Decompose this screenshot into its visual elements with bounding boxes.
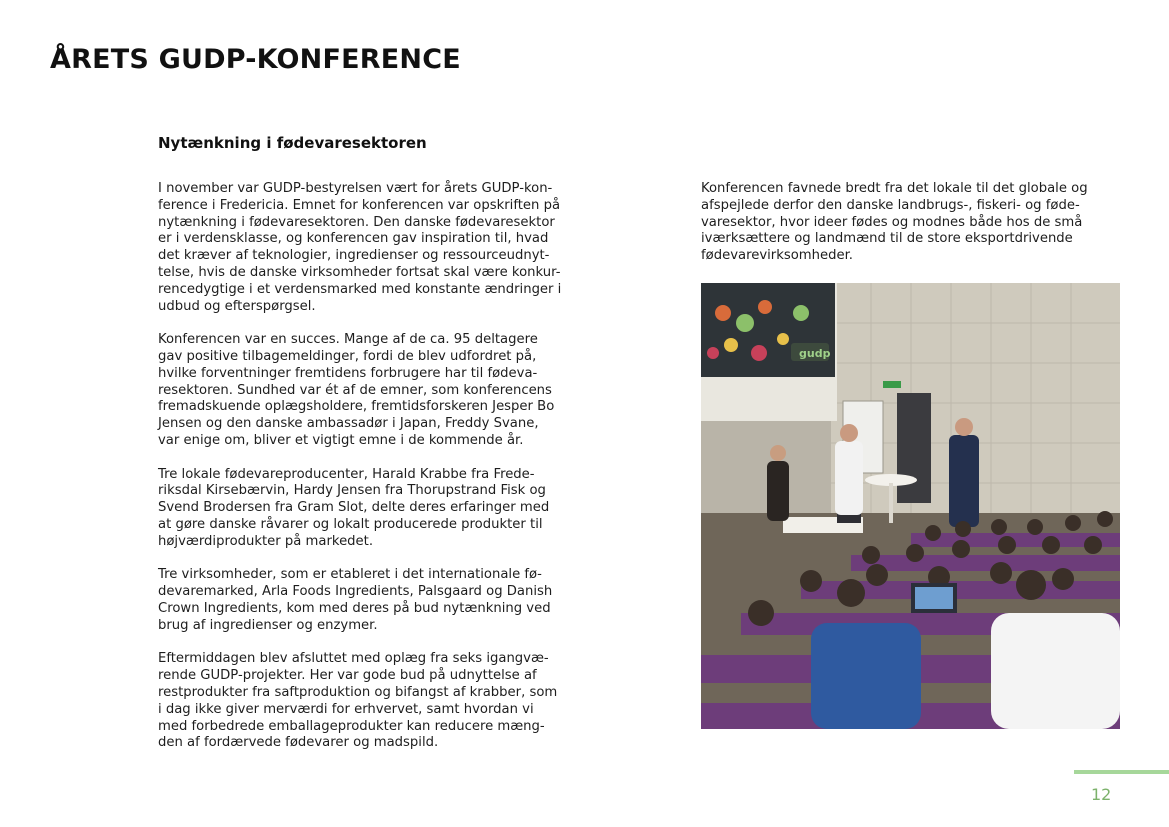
text-line: med forbedrede emballageprodukter kan reducere mæng- — [158, 718, 545, 734]
text-line: I november var GUDP-bestyrelsen vært for årets GUDP-kon- — [158, 181, 553, 196]
text-line: devaremarked, Arla Foods Ingredients, Palsgaard og Danish — [158, 584, 553, 600]
text-line: var enige om, bliver et vigtigt emne i de kommende år. — [158, 432, 524, 448]
text-line: fødevarevirksomheder. — [701, 248, 853, 264]
text-line: Eftermiddagen blev afsluttet med oplæg fra seks igangvæ- — [158, 651, 549, 667]
text-line: restprodukter fra saftproduktion og bifangst af krabber, som — [158, 684, 558, 700]
text-line: afspejlede derfor den danske landbrugs-, fiskeri- og føde- — [701, 197, 1080, 213]
text-line: er i verdensklasse, og konferencen gav inspiration til, hvad — [158, 231, 549, 247]
conference-photo — [701, 283, 1120, 729]
footer-accent-rule — [1074, 770, 1169, 774]
body-paragraph — [158, 181, 583, 315]
text-line: telse, hvis de danske virksomheder fortsat skal være konkur- — [158, 264, 561, 280]
text-line: resektoren. Sundhed var ét af de emner, som konferencens — [158, 382, 552, 398]
text-line: Crown Ingredients, kom med deres på bud nytænkning ved — [158, 600, 551, 616]
text-line: Konferencen favnede bredt fra det lokale til det globale og — [701, 181, 1088, 196]
text-line: rencedygtige i et verdensmarked med konstante ændringer i — [158, 281, 562, 297]
text-line: højværdiprodukter på markedet. — [158, 533, 374, 549]
text-line: nytænkning i fødevaresektoren. Den danske fødevaresektor — [158, 214, 555, 230]
text-line: i dag ikke giver merværdi for erhvervet, samt hvordan vi — [158, 701, 534, 717]
section-subheading: Nytænkning i fødevaresektoren — [158, 134, 427, 152]
body-paragraph — [158, 567, 583, 634]
text-line: fremadskuende oplægsholdere, fremtidsforskeren Jesper Bo — [158, 399, 555, 415]
body-paragraph — [158, 332, 583, 450]
body-paragraph — [158, 467, 583, 551]
right-text-column — [701, 181, 1116, 282]
text-line: Tre virksomheder, som er etableret i det internationale fø- — [158, 567, 542, 583]
text-line: varesektor, hvor ideer fødes og modnes både hos de små — [701, 214, 1083, 230]
text-line: Svend Brodersen fra Gram Slot, delte deres erfaringer med — [158, 500, 550, 516]
text-line: ference i Fredericia. Emnet for konferencen var opskriften på — [158, 197, 561, 213]
text-line: hvilke forventninger fremtidens forbrugere har til fødeva- — [158, 365, 538, 381]
text-line: Konferencen var en succes. Mange af de ca. 95 deltagere — [158, 332, 538, 348]
body-paragraph — [158, 651, 583, 752]
text-line: den af fordærvede fødevarer og madspild. — [158, 735, 439, 751]
text-line: det kræver af teknologier, ingredienser og ressourceudnyt- — [158, 248, 550, 264]
text-line: udbud og efterspørgsel. — [158, 298, 316, 314]
text-line: Tre lokale fødevareproducenter, Harald Krabbe fra Frede- — [158, 466, 535, 482]
page-title: ÅRETS GUDP-KONFERENCE — [50, 44, 461, 75]
left-text-column — [158, 181, 583, 769]
text-line: iværksættere og landmænd til de store eksportdrivende — [701, 231, 1073, 247]
text-line: Jensen og den danske ambassadør i Japan, Freddy Svane, — [158, 416, 539, 432]
body-paragraph — [701, 181, 1116, 265]
text-line: brug af ingredienser og enzymer. — [158, 617, 378, 633]
text-line: rende GUDP-projekter. Her var gode bud på udnyttelse af — [158, 668, 537, 684]
text-line: gav positive tilbagemeldinger, fordi de blev udfordret på, — [158, 348, 537, 364]
page-number: 12 — [1091, 785, 1112, 804]
screen-logo-text: gudp — [799, 347, 831, 360]
text-line: at gøre danske råvarer og lokalt producerede produkter til — [158, 516, 543, 532]
text-line: riksdal Kirsebærvin, Hardy Jensen fra Thorupstrand Fisk og — [158, 483, 546, 499]
